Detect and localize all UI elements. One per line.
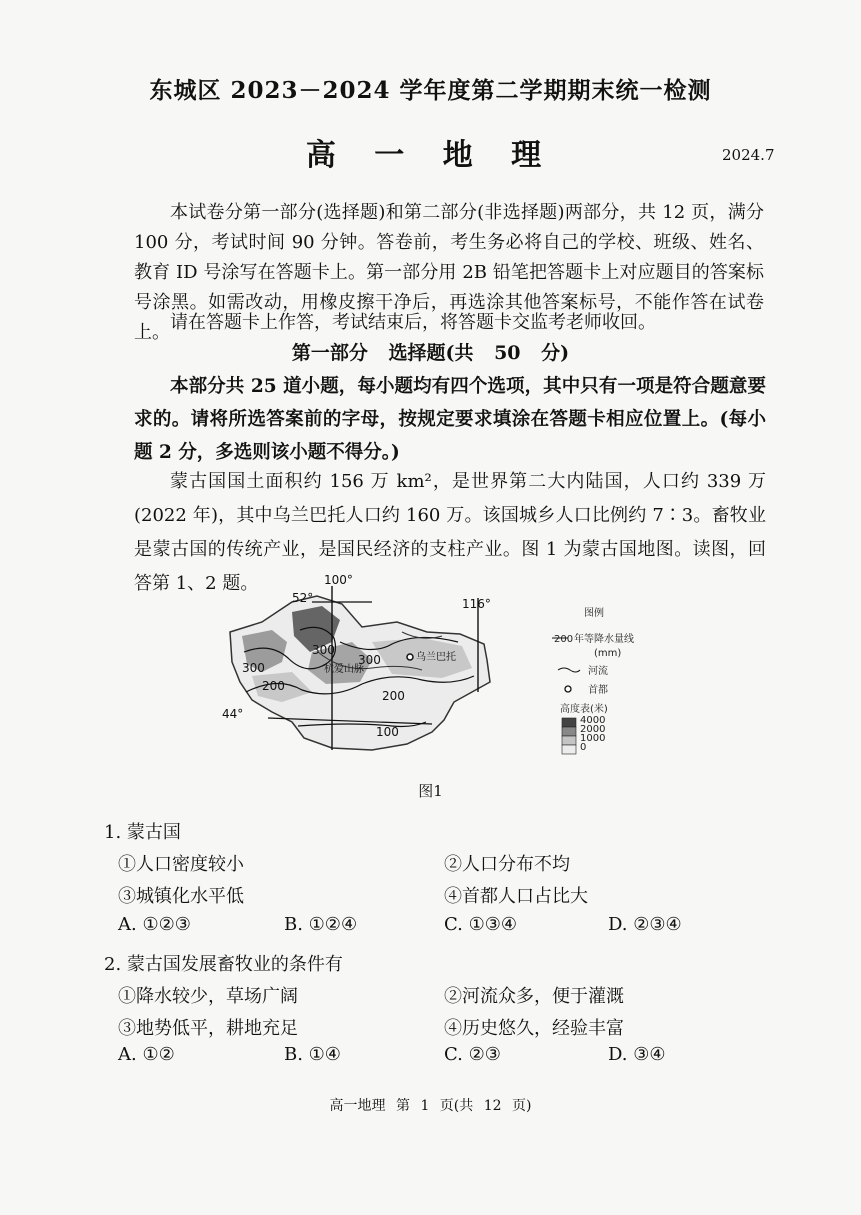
question-stem: 蒙古国国土面积约 156 万 km²，是世界第二大内陆国，人口约 339 万(2022 年)，其中乌兰巴托人口约 160 万。该国城乡人口比例约 7∶3。畜牧业是蒙古国的传统产业，是国民经济的支柱产业。图 1 为蒙古国地图。读图，回答第 1、2 题。 [134, 471, 766, 594]
legend-capital: 首都 [588, 685, 608, 696]
label-isohyet-200a: 200 [262, 679, 285, 693]
question-2-choice-a[interactable]: A. ①② [118, 1044, 175, 1065]
label-isohyet-300b: 300 [242, 661, 265, 675]
question-2-stem: 2. 蒙古国发展畜牧业的条件有 [104, 954, 343, 975]
legend-elevation-title: 高度表(米) [560, 704, 608, 715]
legend-river: 河流 [588, 666, 608, 677]
page-footer: 高一地理 第 1 页(共 12 页) [329, 1098, 532, 1114]
legend-isohyet-unit: (mm) [594, 648, 622, 659]
question-1-stem: 1. 蒙古国 [104, 822, 181, 843]
instructions-paragraph-1: 本试卷分第一部分(选择题)和第二部分(非选择题)两部分，共 12 页，满分 100 分，考试时间 90 分钟。答卷前，考生务必将自己的学校、班级、姓名、教育 ID 号涂写在答题卡上。第一部分用 2B 铅笔把答题卡上对应题目的答案标号涂黑。如需改动，用橡皮擦干净后，再选涂其他答案标号，不能作答在试卷上。 [134, 202, 764, 343]
mongolia-map [222, 572, 662, 772]
label-isohyet-200b: 200 [382, 689, 405, 703]
question-1-choice-d[interactable]: D. ②③④ [608, 914, 682, 935]
label-lat44: 44° [222, 707, 244, 721]
section-heading: 第一部分 选择题(共 50 分) [291, 342, 570, 364]
exam-subject: 高 一 地 理 [305, 138, 556, 173]
question-2-choice-b[interactable]: B. ①④ [284, 1044, 341, 1065]
label-capital: 乌兰巴托 [416, 652, 456, 663]
legend-elev-2000: 2000 [580, 724, 606, 735]
question-1-choice-c[interactable]: C. ①③④ [444, 914, 517, 935]
question-1-item-1: ①人口密度较小 [118, 854, 244, 875]
legend-isohyet-sample: 200 [554, 634, 574, 645]
label-isohyet-300a: 300 [312, 643, 335, 657]
question-1-choice-a[interactable]: A. ①②③ [118, 914, 191, 935]
question-1-choice-b[interactable]: B. ①②④ [284, 914, 358, 935]
exam-title: 东城区 2023－2024 学年度第二学期期末统一检测 [149, 77, 712, 104]
exam-date: 2024.7 [722, 146, 775, 164]
question-1-item-3: ③城镇化水平低 [118, 886, 244, 907]
label-lon116: 116° [462, 597, 491, 611]
figure-caption: 图1 [418, 782, 443, 800]
question-2-item-2: ②河流众多，便于灌溉 [444, 986, 624, 1007]
label-lon100: 100° [324, 573, 353, 587]
legend-elev-4000: 4000 [580, 715, 606, 726]
label-isohyet-100: 100 [376, 725, 399, 739]
legend-isohyet: 年等降水量线 [574, 634, 634, 645]
map-legend [552, 606, 634, 754]
label-isohyet-300c: 300 [358, 653, 381, 667]
question-2-choice-d[interactable]: D. ③④ [608, 1044, 666, 1065]
capital-marker [407, 654, 413, 660]
question-1-item-4: ④首都人口占比大 [444, 886, 588, 907]
legend-title: 图例 [584, 608, 604, 619]
label-lat52: 52° [292, 591, 314, 605]
question-2-item-1: ①降水较少，草场广阔 [118, 986, 298, 1007]
question-1-item-2: ②人口分布不均 [444, 854, 570, 875]
instructions-paragraph-2: 请在答题卡上作答，考试结束后，将答题卡交监考老师收回。 [170, 312, 656, 333]
question-2-item-3: ③地势低平，耕地充足 [118, 1018, 298, 1039]
legend-elev-1000: 1000 [580, 733, 606, 744]
legend-elev-0: 0 [580, 742, 587, 753]
question-2-item-4: ④历史悠久，经验丰富 [444, 1018, 624, 1039]
section-intro: 本部分共 25 道小题，每小题均有四个选项，其中只有一项是符合题意要求的。请将所选答案前的字母，按规定要求填涂在答题卡相应位置上。(每小题 2 分，多选则该小题不得分。) [134, 376, 766, 463]
question-2-choice-c[interactable]: C. ②③ [444, 1044, 501, 1065]
label-mountain: 杭爱山脉 [324, 664, 364, 675]
